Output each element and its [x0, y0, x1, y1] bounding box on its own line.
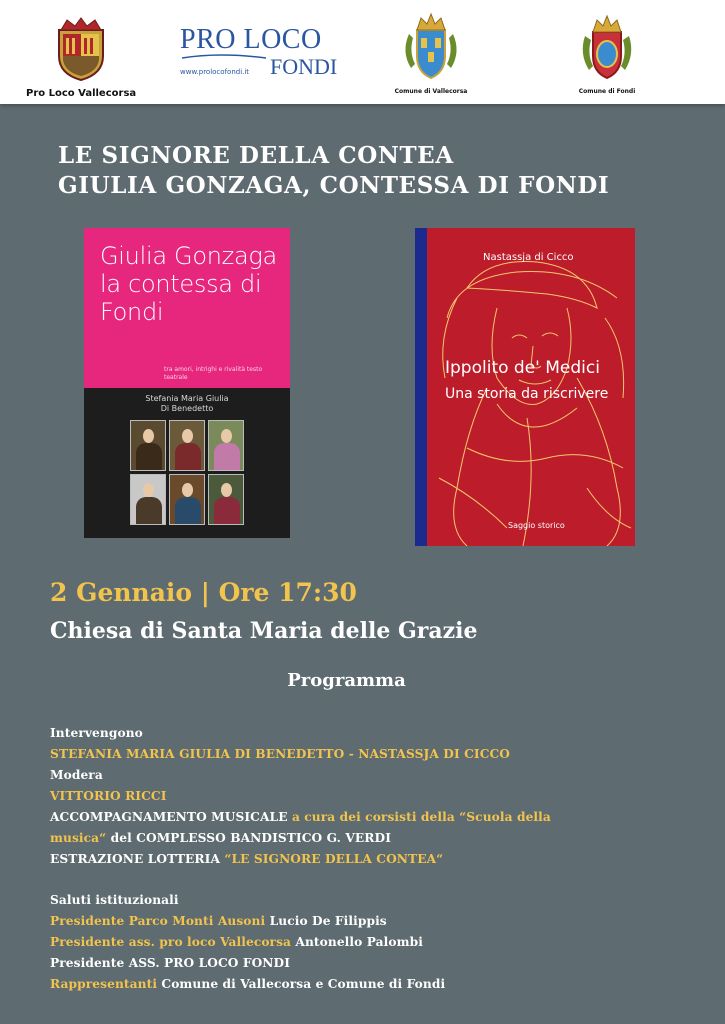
portrait-image [130, 474, 166, 525]
logo-caption-comune-vallecorsa: Comune di Vallecorsa [394, 88, 468, 95]
moderator-name: VITTORIO RICCI [50, 789, 167, 803]
music-by-1: a cura dei corsisti della “Scuola della [291, 810, 551, 824]
portrait-image [208, 474, 244, 525]
greeting-role: Presidente ass. pro loco Vallecorsa [50, 935, 292, 949]
book2-title: Ippolito de' Medici [445, 358, 600, 378]
portrait-image [169, 474, 205, 525]
music-line-1 [50, 807, 700, 828]
modera-label: Modera [50, 768, 103, 782]
vallecorsa-proloco-crest-icon [53, 16, 109, 82]
book1-portrait-grid [130, 420, 244, 528]
logo-comune-fondi [562, 12, 652, 95]
event-venue: Chiesa di Santa Maria delle Grazie [50, 618, 478, 644]
event-title-line-2: GIULIA GONZAGA, CONTESSA DI FONDI [58, 172, 610, 199]
logo-comune-vallecorsa [386, 12, 476, 95]
book2-genre-tag: Saggio storico [508, 521, 565, 530]
book-cover-ippolito-de-medici [415, 228, 635, 546]
greeting-role: Rappresentanti [50, 977, 158, 991]
programme-list [50, 723, 700, 870]
proloco-fondi-logo [180, 52, 320, 64]
lottery-name: “LE SIGNORE DELLA CONTEA“ [224, 852, 444, 866]
greeting-row [50, 953, 700, 974]
book1-title: Giulia Gonzaga la contessa di Fondi [100, 242, 277, 326]
proloco-fondi-brand: PRO LOCO [180, 24, 322, 55]
music-by-2: musica“ [50, 831, 107, 845]
greetings-label: Saluti istituzionali [50, 893, 179, 907]
greeting-role: Presidente ASS. PRO LOCO FONDI [50, 956, 291, 970]
greeting-name: Comune di Vallecorsa e Comune di Fondi [161, 977, 446, 991]
event-title-line-1: LE SIGNORE DELLA CONTEA [58, 142, 454, 169]
logo-caption-proloco-vallecorsa: Pro Loco Vallecorsa [26, 88, 137, 99]
music-line-2 [50, 828, 700, 849]
greeting-name: Lucio De Filippis [269, 914, 387, 928]
proloco-fondi-brand-sub: FONDI [270, 54, 338, 79]
greetings-list [50, 890, 700, 995]
book2-author: Nastassja di Cicco [483, 252, 574, 263]
portrait-image [130, 420, 166, 471]
greeting-name: Antonello Palombi [295, 935, 423, 949]
greeting-row [50, 974, 700, 995]
portrait-image [169, 420, 205, 471]
proloco-fondi-url: www.prolocofondi.it [180, 68, 250, 76]
speakers-names: STEFANIA MARIA GIULIA DI BENEDETTO - NASTASSJA DI CICCO [50, 747, 511, 761]
fondi-coat-of-arms-icon [577, 12, 637, 84]
book1-subtitle: tra amori, intrighi e rivalità testo teatrale [164, 366, 263, 381]
greeting-role: Presidente Parco Monti Ausoni [50, 914, 266, 928]
intervengono-label: Intervengono [50, 726, 143, 740]
music-band: del COMPLESSO BANDISTICO G. VERDI [110, 831, 391, 845]
book-cover-giulia-gonzaga [84, 228, 290, 538]
logo-caption-comune-fondi: Comune di Fondi [578, 88, 636, 95]
lottery-label: ESTRAZIONE LOTTERIA [50, 852, 220, 866]
music-label: ACCOMPAGNAMENTO MUSICALE [50, 810, 288, 824]
book1-author [84, 394, 290, 414]
book1-author-line-1: Stefania Maria Giulia [145, 394, 229, 403]
portrait-image [208, 420, 244, 471]
logo-proloco-vallecorsa [26, 16, 136, 99]
vallecorsa-coat-of-arms-icon [401, 12, 461, 84]
header-logo-bar [0, 0, 725, 104]
book2-subtitle: Una storia da riscrivere [445, 386, 609, 402]
greeting-row [50, 932, 700, 953]
greeting-row [50, 911, 700, 932]
book2-blue-spine [415, 228, 427, 546]
lottery-line [50, 849, 700, 870]
event-date-time: 2 Gennaio | Ore 17:30 [50, 578, 357, 607]
programma-heading: Programma [287, 670, 406, 691]
book1-author-line-2: Di Benedetto [160, 404, 214, 413]
